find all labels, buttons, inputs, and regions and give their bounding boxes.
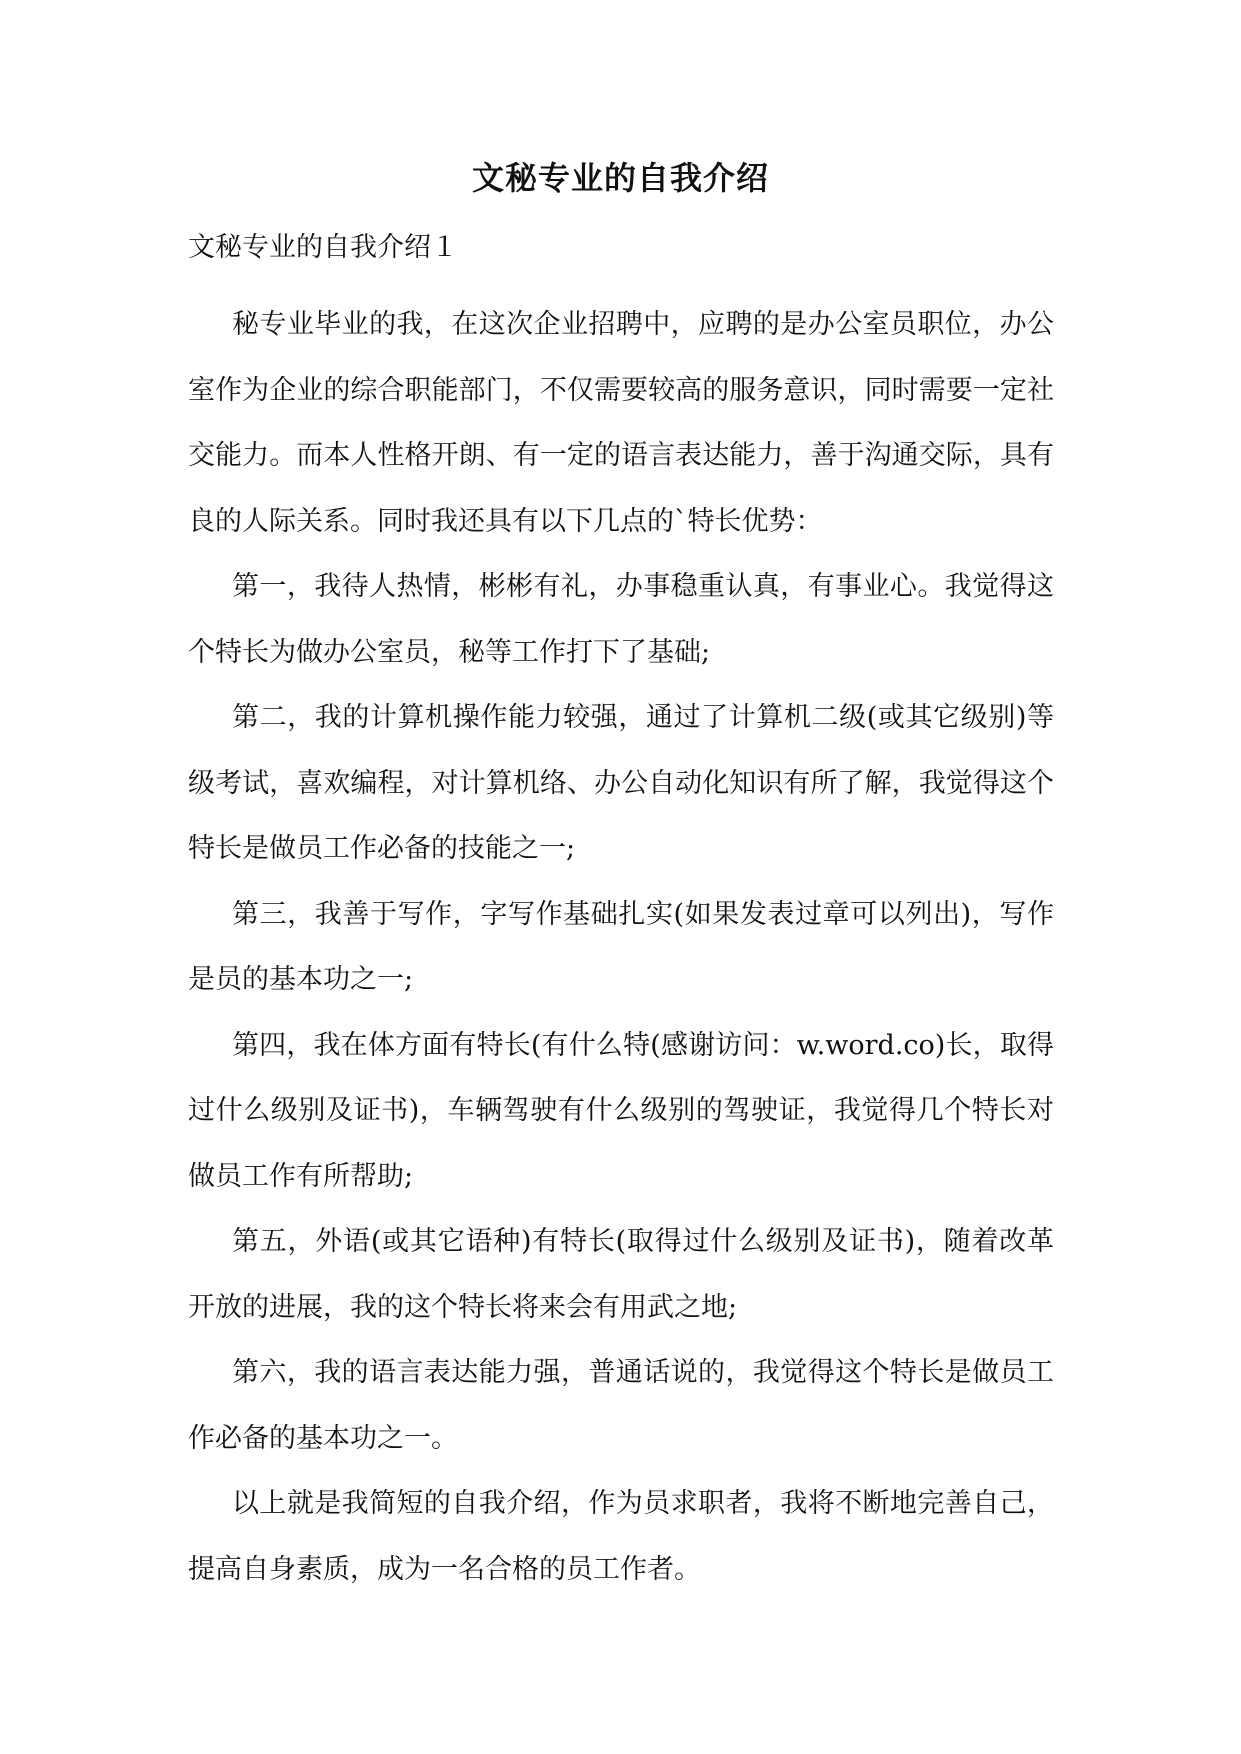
document-title: 文秘专业的自我介绍 [471, 159, 769, 197]
paragraph-intro: 秘专业毕业的我，在这次企业招聘中，应聘的是办公室员职位，办公室作为企业的综合职能部门，不仅需要较高的服务意识，同时需要一定社交能力。而本人性格开朗、有一定的语言表达能力，善于沟通交际，具有良的人际关系。同时我还具有以下几点的`特长优势： [188, 309, 1054, 537]
paragraph-fourth: 第四，我在体方面有特长(有什么特(感谢访问：w.word.co)长，取得过什么级别及证书)，车辆驾驶有什么级别的驾驶证，我觉得几个特长对做员工作有所帮助; [188, 1029, 1054, 1192]
paragraph-third: 第三，我善于写作，字写作基础扎实(如果发表过章可以列出)，写作是员的基本功之一; [188, 898, 1054, 995]
paragraph-fifth: 第五，外语(或其它语种)有特长(取得过什么级别及证书)，随着改革开放的进展，我的这个特长将来会有用武之地; [188, 1226, 1054, 1323]
paragraph-first: 第一，我待人热情，彬彬有礼，办事稳重认真，有事业心。我觉得这个特长为做办公室员，秘等工作打下了基础; [188, 571, 1054, 668]
paragraph-sixth: 第六，我的语言表达能力强，普通话说的，我觉得这个特长是做员工作必备的基本功之一。 [188, 1357, 1054, 1454]
section-heading: 文秘专业的自我介绍１ [188, 232, 458, 263]
document-body [188, 292, 1054, 1602]
paragraph-closing: 以上就是我简短的自我介绍，作为员求职者，我将不断地完善自己，提高自身素质，成为一名合格的员工作者。 [188, 1488, 1054, 1585]
paragraph-second: 第二，我的计算机操作能力较强，通过了计算机二级(或其它级别)等级考试，喜欢编程，对计算机络、办公自动化知识有所了解，我觉得这个特长是做员工作必备的技能之一; [188, 702, 1054, 864]
